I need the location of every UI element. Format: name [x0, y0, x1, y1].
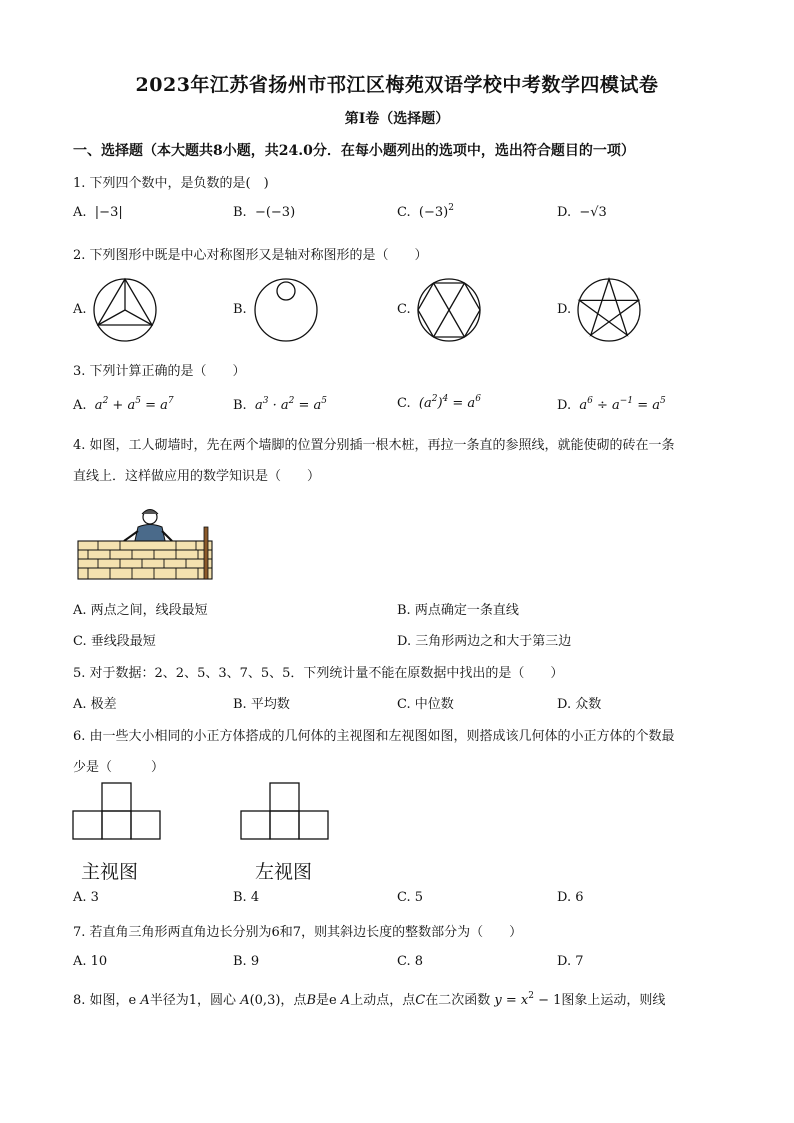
circle-hexagon-figure — [416, 277, 482, 343]
q5-option-d: D. 众数 — [557, 697, 602, 712]
q3-stem: 3. 下列计算正确的是（ ） — [73, 364, 246, 379]
q1-option-d: D. −√3 — [557, 205, 607, 220]
q6-stem-line2: 少是（ ） — [73, 760, 165, 775]
q8-stem: 8. 如图，e A半径为1，圆心 A(0,3)，点B是e A上动点，点C在二次函数 $y = x^2 - 1$图象上运动，则线 — [73, 991, 666, 1008]
q1-option-b: B. −(−3) — [233, 205, 296, 220]
circle-star-figure — [576, 277, 642, 343]
q7-option-b: B. 9 — [233, 954, 260, 969]
q4-stem-line1: 4. 如图，工人砌墙时，先在两个墙脚的位置分别插一根木桩，再拉一条直的参照线，就能使砌的砖在一条 — [73, 438, 675, 453]
q2-option-b: B. — [233, 302, 247, 317]
circle-inner-circle-figure — [253, 277, 319, 343]
q1-option-a: A. |−3| — [73, 205, 123, 220]
front-view-figure — [72, 782, 162, 840]
bricklayer-illustration — [76, 505, 214, 581]
q3-option-b: B. $a^3 \cdot a^2 = a^5$ — [233, 396, 327, 413]
q6-option-b: B. 4 — [233, 890, 260, 905]
q4-option-d: D. 三角形两边之和大于第三边 — [397, 634, 572, 649]
circle-triangle-figure — [92, 277, 158, 343]
part-heading: 第I卷（选择题） — [344, 111, 450, 127]
section-heading: 一、选择题（本大题共8小题，共24.0分．在每小题列出的选项中，选出符合题目的一项） — [73, 143, 635, 159]
q3-option-c: C. $(a^2)^4 = a^6$ — [397, 394, 481, 411]
q4-option-c: C. 垂线段最短 — [73, 634, 156, 649]
q5-stem: 5. 对于数据：2、2、5、3、7、5、5．下列统计量不能在原数据中找出的是（ ） — [73, 666, 564, 681]
q3-option-a: A. $a^2 + a^5 = a^7$ — [73, 396, 174, 413]
q7-option-d: D. 7 — [557, 954, 584, 969]
q5-option-a: A. 极差 — [73, 697, 117, 712]
q2-option-a: A. — [73, 302, 87, 317]
front-view-caption: 主视图 — [81, 861, 139, 883]
left-view-figure — [240, 782, 330, 840]
q6-option-c: C. 5 — [397, 890, 424, 905]
q7-option-a: A. 10 — [73, 954, 108, 969]
q6-option-d: D. 6 — [557, 890, 584, 905]
q2-option-c: C. — [397, 302, 411, 317]
q5-option-c: C. 中位数 — [397, 697, 454, 712]
q6-option-a: A. 3 — [73, 890, 99, 905]
q1-stem: 1. 下列四个数中，是负数的是( ) — [73, 176, 269, 191]
q4-option-a: A. 两点之间，线段最短 — [73, 603, 208, 618]
q4-option-b: B. 两点确定一条直线 — [397, 603, 519, 618]
q2-stem: 2. 下列图形中既是中心对称图形又是轴对称图形的是（ ） — [73, 248, 428, 263]
q7-option-c: C. 8 — [397, 954, 424, 969]
q4-stem-line2: 直线上．这样做应用的数学知识是（ ） — [73, 469, 321, 484]
q6-stem-line1: 6. 由一些大小相同的小正方体搭成的几何体的主视图和左视图如图，则搭成该几何体的小正方体的个数最 — [73, 729, 675, 744]
q5-option-b: B. 平均数 — [233, 697, 290, 712]
q3-option-d: D. $a^6 \div a^{-1} = a^5$ — [557, 396, 666, 413]
q1-option-c: C. $(-3)^2$ — [397, 203, 454, 220]
q2-option-d: D. — [557, 302, 572, 317]
q7-stem: 7. 若直角三角形两直角边长分别为6和7，则其斜边长度的整数部分为（ ） — [73, 925, 523, 940]
paper-title: 2023年江苏省扬州市邗江区梅苑双语学校中考数学四模试卷 — [135, 74, 659, 96]
left-view-caption: 左视图 — [255, 861, 313, 883]
